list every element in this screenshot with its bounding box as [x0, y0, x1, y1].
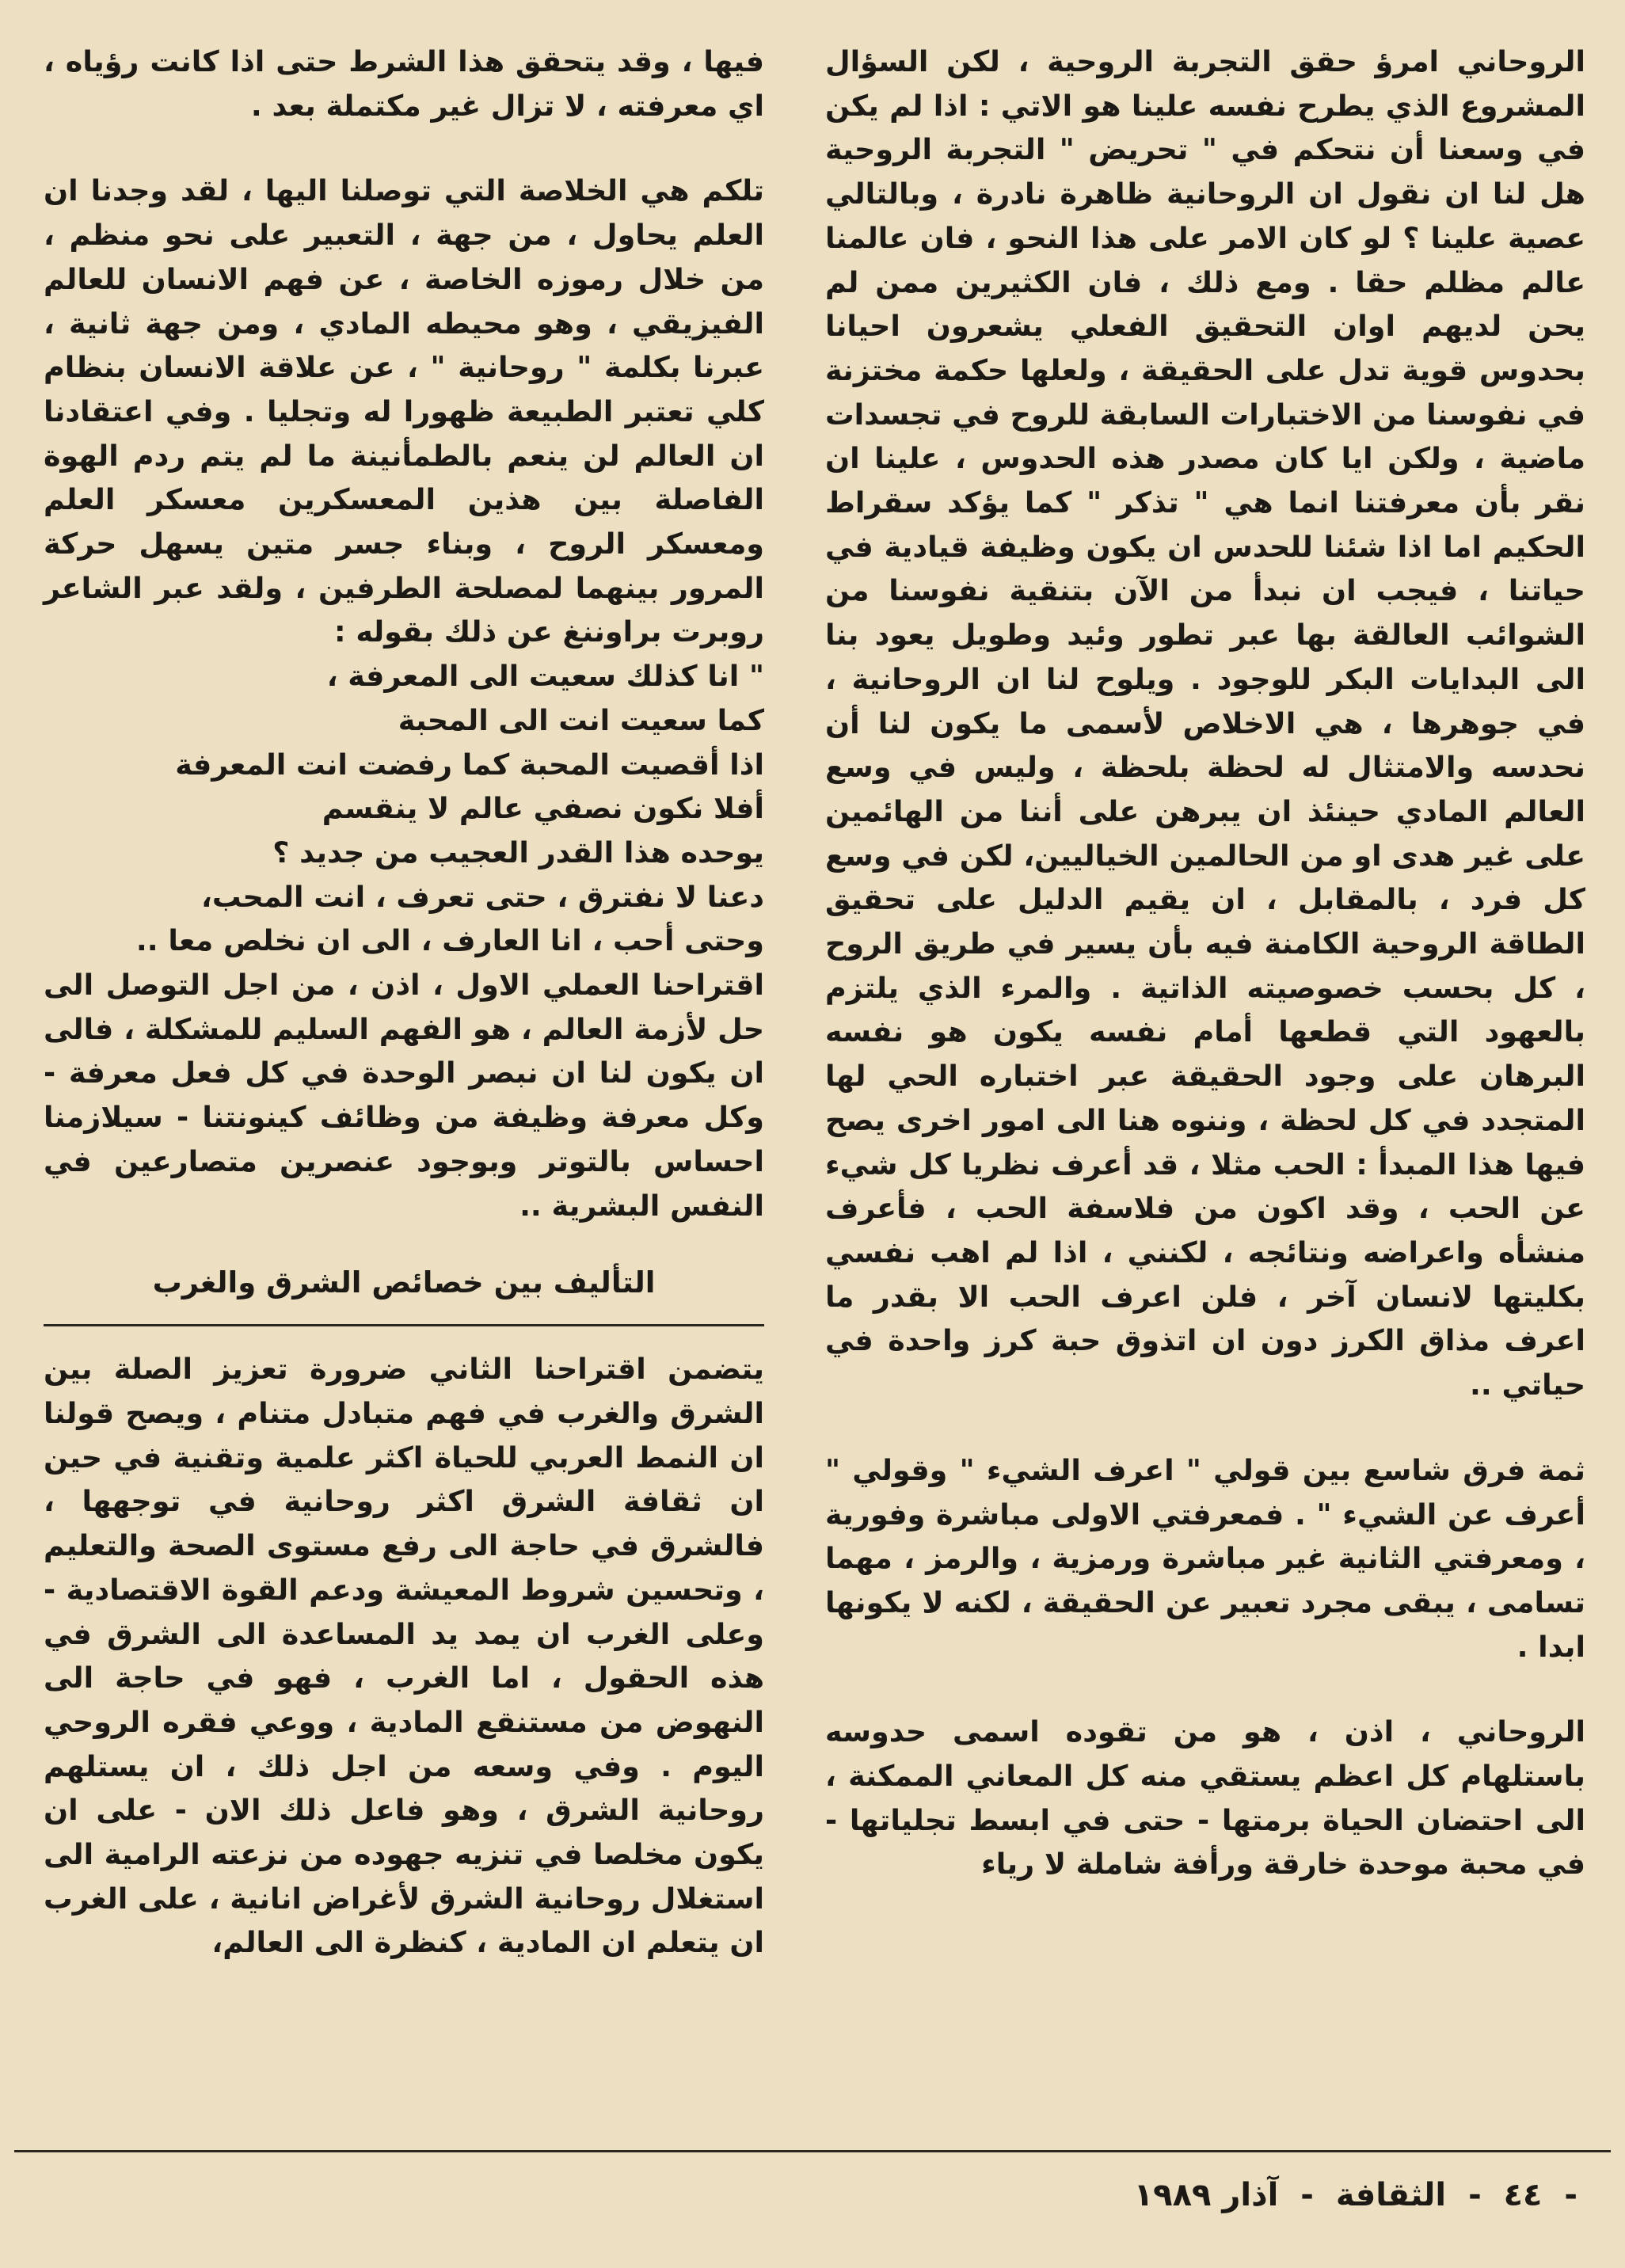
body-paragraph: الروحاني امرؤ حقق التجربة الروحية ، لكن السؤال المشروع الذي يطرح نفسه علينا هو الاتي : اذا لم يكن في وسعنا أن نتحكم في " تحريض " التجربة الروحية هل لنا ان نقول ان الروحانية ظاهرة نادرة ، وبالتالي عصية علينا ؟ لو كان الامر على هذا النحو ، فان عالمنا عالم مظلم حقا . ومع ذلك ، فان الكثيرين ممن لم يحن لديهم اوان التحقيق الفعلي يشعرون احيانا بحدوس قوية تدل على الحقيقة ، ولعلها حكمة مختزنة في نفوسنا من الاختبارات السابقة للروح في تجسدات ماضية ، ولكن ايا كان مصدر هذه الحدوس ، علينا ان نقر بأن معرفتنا انما هي " تذكر " كما يؤكد سقراط الحكيم اما اذا شئنا للحدس ان يكون وظيفة قيادية في حياتنا ، فيجب ان نبدأ من الآن بتنقية نفوسنا من الشوائب العالقة بها عبر تطور وئيد وطويل يعود بنا الى البدايات البكر للوجود . ويلوح لنا ان الروحانية ، في جوهرها ، هي الاخلاص لأسمى ما يكون لنا أن نحدسه والامتثال له لحظة بلحظة ، وليس في وسع العالم المادي حينئذ ان يبرهن على أننا من الهائمين على غير هدى او من الحالمين الخياليين، لكن في وسع كل فرد ، بالمقابل ، ان يقيم الدليل على تحقيق الطاقة الروحية الكامنة فيه بأن يسير في طريق الروح ، كل بحسب خصوصيته الذاتية . والمرء الذي يلتزم بالعهود التي قطعها أمام نفسه يكون هو نفسه البرهان على وجود الحقيقة عبر اختباره الحي لها المتجدد في كل لحظة ، وننوه هنا الى امور اخرى يصح فيها هذا المبدأ : الحب مثلا ، قد أعرف نظريا كل شيء عن الحب ، وقد اكون من فلاسفة الحب ، فأعرف منشأه واعراضه ونتائجه ، لكنني ، اذا لم اهب نفسي بكليتها لانسان آخر ، فلن اعرف الحب الا بقدر ما اعرف مذاق الكرز دون ان اتذوق حبة كرز واحدة في حياتي ..	[824, 44, 1585, 1402]
page-footer	[1123, 2171, 1577, 2219]
footer-dash: -	[1468, 2177, 1482, 2213]
footer-dash: -	[1564, 2177, 1577, 2213]
section-divider	[44, 1324, 764, 1326]
footer-divider	[14, 2150, 1611, 2152]
poem-line: أفلا نكون نصفي عالم لا ينقسم	[322, 791, 764, 826]
poem-line: دعنا لا نفترق ، حتى تعرف ، انت المحب،	[201, 879, 764, 914]
body-paragraph: يتضمن اقتراحنا الثاني ضرورة تعزيز الصلة بين الشرق والغرب في فهم متبادل متنام ، ويصح قولنا ان النمط العربي للحياة اكثر علمية وتقنية في حين ان ثقافة الشرق اكثر روحانية في توجهها ، فالشرق في حاجة الى رفع مستوى الصحة والتعليم ، وتحسين شروط المعيشة ودعم القوة الاقتصادية - وعلى الغرب ان يمد يد المساعدة الى الشرق في هذه الحقول ، اما الغرب ، فهو في حاجة الى النهوض من مستنقع المادية ، ووعي فقره الروحي اليوم . وفي وسعه من اجل ذلك ، ان يستلهم روحانية الشرق ، وهو فاعل ذلك الان - على ان يكون مخلصا في تنزيه جهوده من نزعته الرامية الى استغلال روحانية الشرق لأغراض انانية ، على الغرب ان يتعلم ان المادية ، كنظرة الى العالم،	[44, 1352, 764, 1960]
body-paragraph: ثمة فرق شاسع بين قولي " اعرف الشيء " وقولي " أعرف عن الشيء " . فمعرفتي الاولى مباشرة وفورية ، ومعرفتي الثانية غير مباشرة ورمزية ، والرمز ، مهما تسامى ، يبقى مجرد تعبير عن الحقيقة ، لكنه لا يكونها ابدا .	[825, 1452, 1585, 1664]
body-paragraph: فيها ، وقد يتحقق هذا الشرط حتى اذا كانت رؤياه ، اي معرفته ، لا تزال غير مكتملة بعد .	[44, 44, 764, 123]
right-column	[825, 40, 1585, 1886]
body-paragraph: اقتراحنا العملي الاول ، اذن ، من اجل التوصل الى حل لأزمة العالم ، هو الفهم السليم للمشكلة ، فالى ان يكون لنا ان نبصر الوحدة في كل فعل معرفة - وكل معرفة وظيفة من وظائف كينونتنا - سيلازمنا احساس بالتوتر وبوجود عنصرين متصارعين في النفس البشرية ..	[44, 968, 764, 1223]
left-column	[44, 40, 764, 1965]
poem-line: وحتى أحب ، انا العارف ، الى ان نخلص معا ..	[135, 923, 764, 958]
poem-line: " انا كذلك سعيت الى المعرفة ،	[326, 659, 764, 694]
footer-dash: -	[1300, 2177, 1314, 2213]
poem-line: اذا أقصيت المحبة كما رفضت انت المعرفة	[175, 747, 764, 782]
poem-line: كما سعيت انت الى المحبة	[398, 702, 764, 737]
body-paragraph: الروحاني ، اذن ، هو من تقوده اسمى حدوسه باستلهام كل اعظم يستقي منه كل المعاني الممكنة ، الى احتضان الحياة برمتها - حتى في ابسط تجلياتها - في محبة موحدة خارقة ورأفة شاملة لا رياء	[825, 1714, 1585, 1882]
section-heading: التأليف بين خصائص الشرق والغرب	[152, 1265, 656, 1300]
poem-line: يوحده هذا القدر العجيب من جديد ؟	[272, 835, 764, 870]
page-number: ٤٤	[1503, 2177, 1543, 2213]
issue-date: آذار ١٩٨٩	[1133, 2177, 1279, 2213]
magazine-name: الثقافة	[1335, 2177, 1447, 2213]
body-paragraph: تلكم هي الخلاصة التي توصلنا اليها ، لقد وجدنا ان العلم يحاول ، من جهة ، التعبير على نحو منظم ، من خلال رموزه الخاصة ، عن فهم الانسان للعالم الفيزيقي ، وهو محيطه المادي ، ومن جهة ثانية ، عبرنا بكلمة " روحانية " ، عن علاقة الانسان بنظام كلي تعتبر الطبيعة ظهورا له وتجليا . وفي اعتقادنا ان العالم لن ينعم بالطمأنينة ما لم يتم ردم الهوة الفاصلة بين هذين المعسكرين معسكر العلم ومعسكر الروح ، وبناء جسر متين يسهل حركة المرور بينهما لمصلحة الطرفين ، ولقد عبر الشاعر روبرت براوننغ عن ذلك بقوله :	[44, 173, 764, 649]
